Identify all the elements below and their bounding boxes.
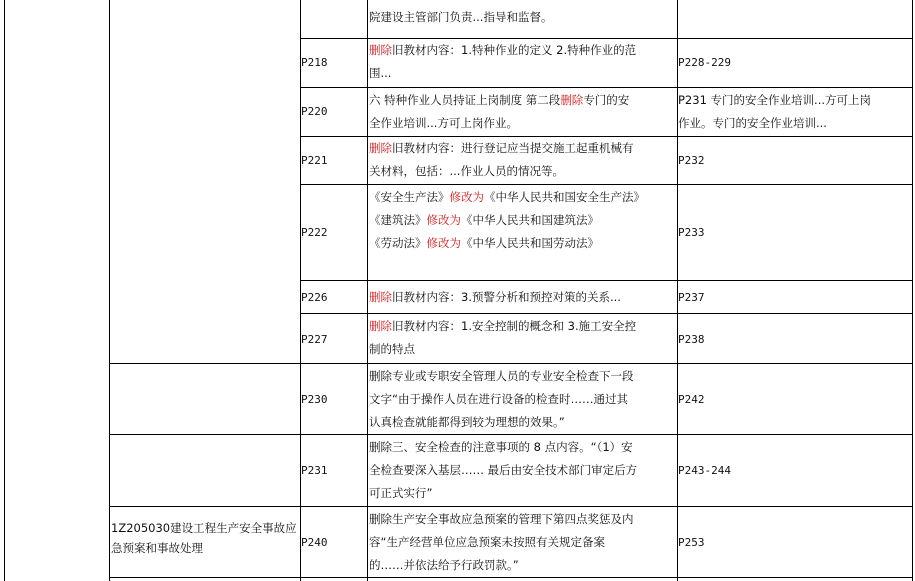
new-page-line: 作业。专门的安全作业培训...	[678, 116, 827, 130]
new-page-cell: P228-229	[678, 56, 731, 69]
content-line	[369, 482, 637, 505]
old-page-cell: P230	[301, 393, 328, 406]
content-line	[369, 531, 634, 554]
old-page-cell: P220	[301, 105, 328, 118]
row-divider	[109, 434, 913, 435]
content-text: 关材料，包括：...作业人员的情况等。	[369, 164, 564, 178]
content-text: 《中华人民共和国安全生产法》	[484, 190, 645, 204]
new-page-cell: P253	[678, 536, 705, 549]
content-line	[369, 160, 634, 183]
row-divider	[109, 577, 913, 578]
row-divider	[109, 363, 913, 364]
content-line	[369, 137, 634, 160]
edit-marker: 删除	[369, 141, 392, 155]
new-page-line: P231 专门的安全作业培训...方可上岗	[678, 93, 872, 107]
new-page-cell: P232	[678, 154, 705, 167]
old-page-cell: P231	[301, 464, 328, 477]
row-divider	[109, 506, 913, 507]
content-cell	[369, 186, 645, 255]
new-page-cell: P243-244	[678, 464, 731, 477]
content-line	[369, 286, 621, 309]
content-text: 可正式实行”	[369, 486, 433, 500]
content-line	[369, 554, 634, 577]
section-column-left-border	[109, 0, 110, 581]
content-line	[369, 459, 637, 482]
content-text: 文字“由于操作人员在进行设备的检查时……通过其	[369, 392, 628, 406]
content-text: 《劳动法》	[369, 236, 427, 250]
content-line	[369, 6, 552, 29]
content-text: 旧教材内容：3.预警分析和预控对策的关系...	[392, 290, 621, 304]
content-text: 全作业培训...方可上岗作业。	[369, 116, 518, 130]
new-page-cell: P242	[678, 393, 705, 406]
new-page-cell: P237	[678, 291, 705, 304]
content-text: 专门的安	[583, 93, 630, 107]
content-line	[369, 209, 645, 232]
content-text: 制的特点	[369, 342, 415, 356]
outer-left-border	[4, 0, 5, 581]
old-page-cell: P221	[301, 154, 328, 167]
row-divider	[300, 184, 913, 185]
content-cell	[369, 137, 634, 183]
new-page-cell	[678, 89, 871, 135]
edit-marker: 修改为	[426, 236, 461, 250]
content-text: 全检查要深入基层…… 最后由安全技术部门审定后方	[369, 463, 638, 477]
content-text: 六 特种作业人员持证上岗制度 第二段	[369, 93, 561, 107]
content-cell	[369, 89, 629, 135]
content-text: 删除三、安全检查的注意事项的 8 点内容。“（1）安	[369, 440, 633, 454]
old-page-cell: P240	[301, 536, 328, 549]
content-cell	[369, 315, 636, 361]
content-text: 容“生产经营单位应急预案未按照有关规定备案	[369, 535, 605, 549]
content-line	[369, 89, 629, 112]
content-line	[369, 365, 634, 388]
new-page-cell: P233	[678, 226, 705, 239]
edit-marker: 删除	[560, 93, 584, 107]
edit-marker: 修改为	[426, 213, 461, 227]
new-page-cell: P238	[678, 333, 705, 346]
content-text: 围...	[369, 66, 392, 80]
content-line	[369, 315, 636, 338]
content-line	[369, 39, 636, 62]
content-line	[369, 508, 634, 531]
content-text: 认真检查就能都得到较为理想的效果。”	[369, 415, 565, 429]
content-cell	[369, 6, 552, 29]
row-divider	[300, 313, 913, 314]
content-line	[369, 338, 636, 361]
content-line	[369, 186, 645, 209]
content-cell	[369, 286, 621, 309]
old-page-cell: P218	[301, 56, 328, 69]
section-cell: 1Z205030建设工程生产安全事故应急预案和事故处理	[111, 521, 297, 555]
content-text: 《中华人民共和国建筑法》	[461, 213, 599, 227]
content-line	[369, 388, 634, 411]
content-text: 《建筑法》	[369, 213, 427, 227]
content-text: 旧教材内容：进行登记应当提交施工起重机械有	[392, 141, 634, 155]
content-line	[369, 411, 634, 434]
content-text: 的……并依法给予行政罚款。”	[369, 558, 519, 572]
old-page-cell: P227	[301, 333, 328, 346]
edit-marker: 删除	[369, 290, 392, 304]
content-line	[369, 62, 636, 85]
content-text: 删除专业或专职安全管理人员的专业安全检查下一段	[369, 369, 634, 383]
content-line	[369, 232, 645, 255]
content-text: 院建设主管部门负责...指导和监督。	[369, 10, 553, 24]
content-text: 《中华人民共和国劳动法》	[461, 236, 599, 250]
content-cell	[369, 436, 637, 505]
content-text: 旧教材内容：1.特种作业的定义 2.特种作业的范	[392, 43, 637, 57]
row-divider	[300, 280, 913, 281]
old-page-cell: P226	[301, 291, 328, 304]
row-divider	[300, 87, 913, 88]
content-line	[369, 436, 637, 459]
edit-marker: 修改为	[449, 190, 484, 204]
content-text: 删除生产安全事故应急预案的管理下第四点奖惩及内	[369, 512, 634, 526]
content-line	[369, 112, 629, 135]
content-cell	[369, 39, 636, 85]
old-page-cell: P222	[301, 226, 328, 239]
edit-marker: 删除	[369, 43, 392, 57]
edit-marker: 删除	[369, 319, 392, 333]
content-text: 《安全生产法》	[369, 190, 450, 204]
content-text: 旧教材内容：1.安全控制的概念和 3.施工安全控	[392, 319, 637, 333]
content-cell	[369, 365, 634, 434]
content-cell	[369, 508, 634, 577]
